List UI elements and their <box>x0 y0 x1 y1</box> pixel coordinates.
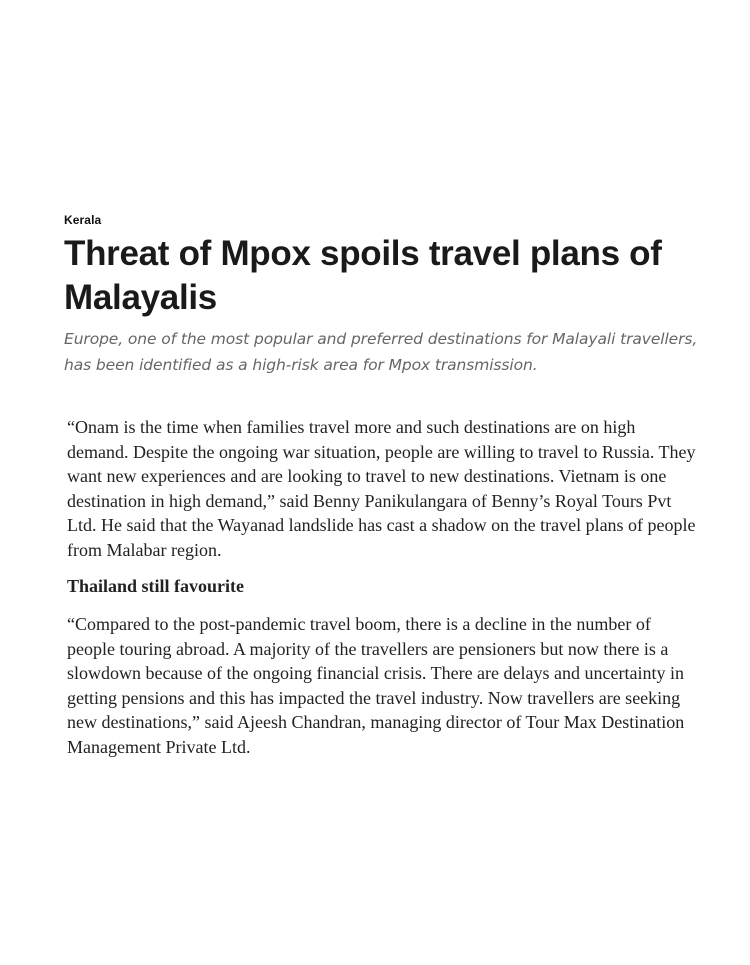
article-subtitle: Europe, one of the most popular and preferred destinations for Malayali travellers, has been identified as a high-risk area for Mpox transmission. <box>64 330 698 374</box>
body-paragraph-1: “Onam is the time when families travel more and such destinations are on high demand. Despite the ongoing war situation, people are willing to travel to Russia. They want new experiences and are looking to travel to new destinations. Vietnam is one destination in high demand,” said Benny Panikulangara of Benny’s Royal Tours Pvt Ltd. He said that the Wayanad landslide has cast a shadow on the travel plans of people from Malabar region. <box>67 417 696 560</box>
category-label[interactable]: Kerala <box>64 213 102 227</box>
section-subheading: Thailand still favourite <box>67 576 245 596</box>
headline: Threat of Mpox spoils travel plans of Malayalis <box>64 234 662 317</box>
body-paragraph-2: “Compared to the post-pandemic travel boom, there is a decline in the number of people touring abroad. A majority of the travellers are pensioners but now there is a slowdown because of the ongoing financial crisis. There are delays and uncertainty in getting pensions and this has impacted the travel industry. Now travellers are seeking new destinations,” said Ajeesh Chandran, managing director of Tour Max Destination Management Private Ltd. <box>67 614 685 757</box>
